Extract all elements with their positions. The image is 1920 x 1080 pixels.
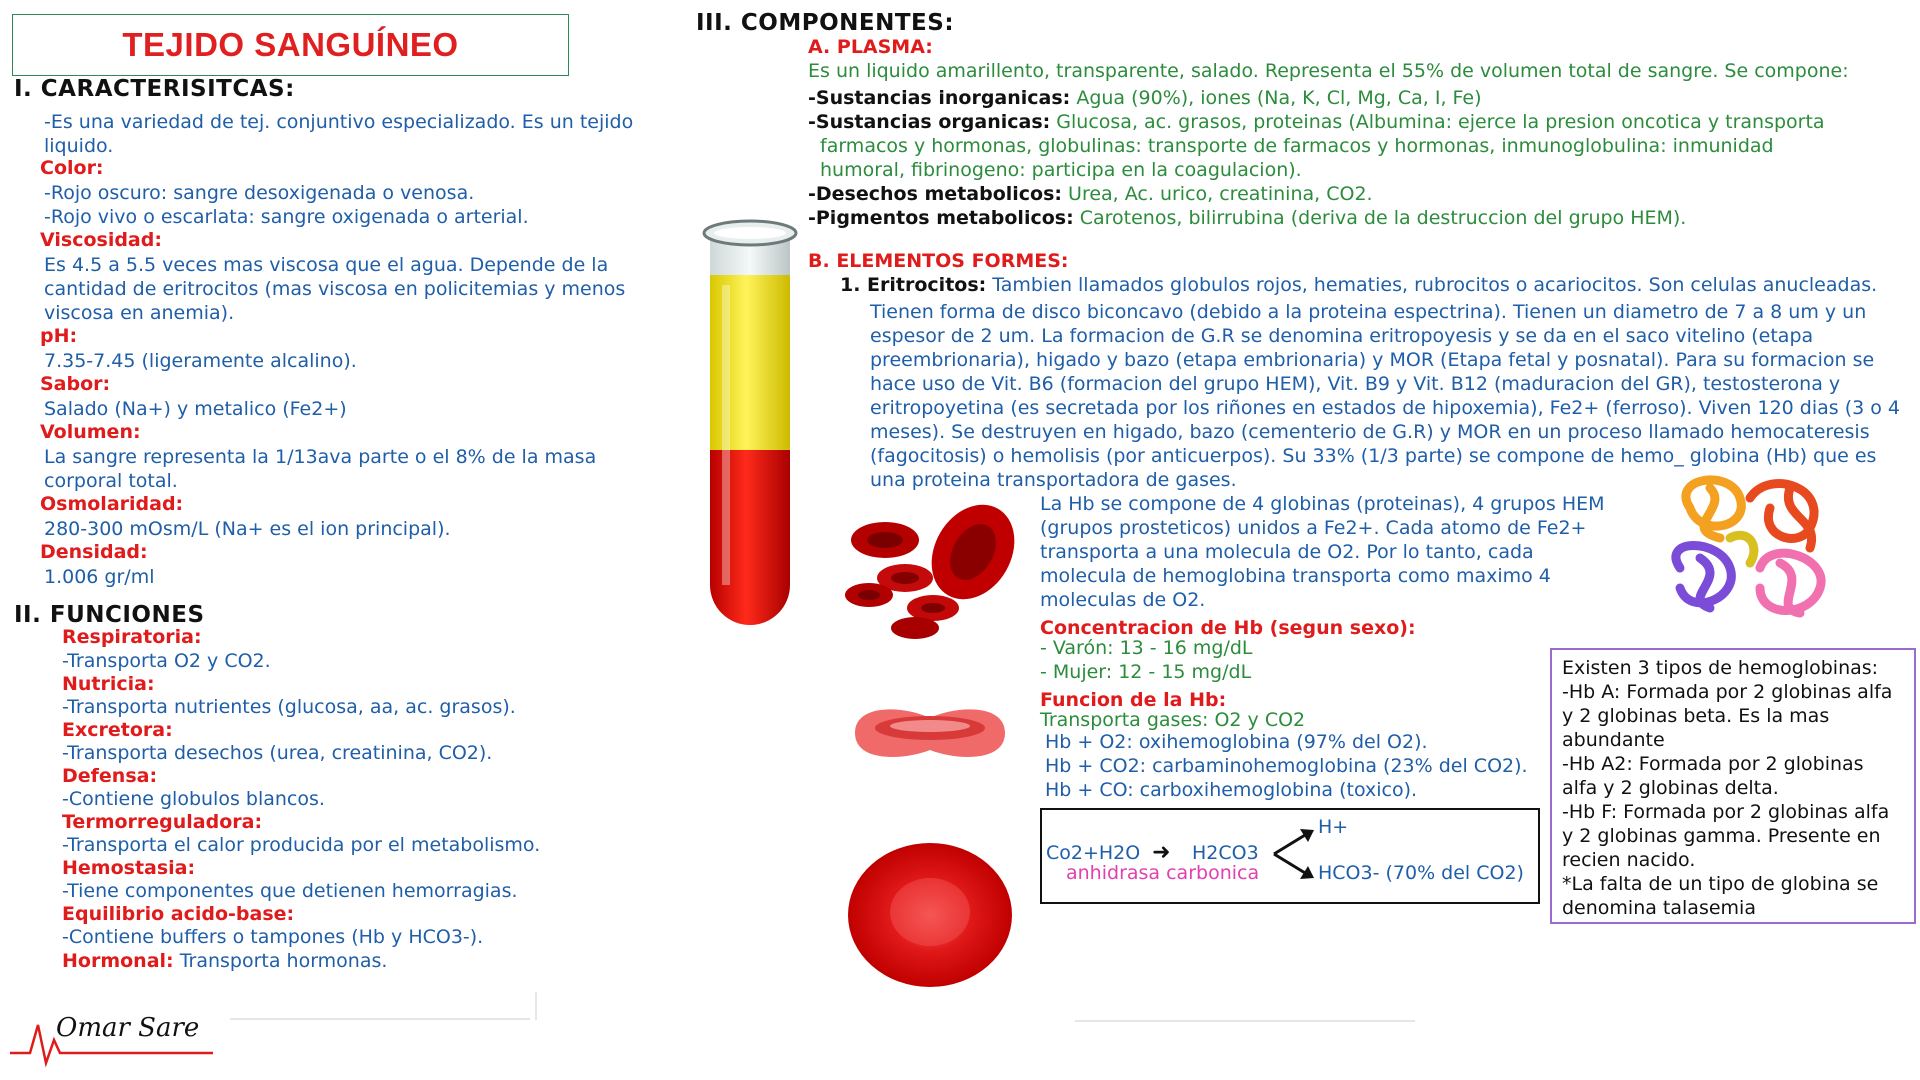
hb-type-item: -Hb F: Formada por 2 globinas alfa y 2 globinas gamma. Presente en recien nacido. <box>1562 801 1890 871</box>
equation-product: H2CO3 <box>1192 842 1259 864</box>
desechos-line <box>808 182 1373 206</box>
funcion-text: -Transporta O2 y CO2. <box>62 650 271 672</box>
color-line-2: -Rojo vivo o escarlata: sangre oxigenada o arterial. <box>44 206 529 228</box>
page-title: TEJIDO SANGUÍNEO <box>122 26 459 63</box>
funcion-label: Hemostasia: <box>62 857 196 879</box>
inorganicas-line <box>808 86 1482 110</box>
volumen-text: La sangre representa la 1/13ava parte o el 8% de la masa corporal total. <box>44 446 597 492</box>
viscosidad-label: Viscosidad: <box>40 229 162 251</box>
signature-text: Omar Sare <box>56 1013 200 1043</box>
equation-bicarbonate: HCO3- (70% del CO2) <box>1318 862 1524 884</box>
pigmentos-line <box>808 206 1686 230</box>
funcion-label: Termorreguladora: <box>62 811 263 833</box>
funciones-list <box>62 626 540 973</box>
hb-composition-text: La Hb se compone de 4 globinas (proteinas), 4 grupos HEM (grupos prosteticos) unidos a Fe2+. Cada atomo de Fe2+ transporta a una molecula de O2. Por lo tanto, cada molecula de hemoglobina transporta como maximo 4 moleculas de O2. <box>1040 493 1605 611</box>
color-line-1: -Rojo oscuro: sangre desoxigenada o venosa. <box>44 182 475 204</box>
eritrocitos-label: 1. Eritrocitos: <box>840 274 987 296</box>
arrow-right-icon: ➜ <box>1152 840 1171 865</box>
concentracion-varon: - Varón: 13 - 16 mg/dL <box>1040 637 1253 659</box>
organicas-text-1: Glucosa, ac. grasos, proteinas (Albumina: ejerce la presion oncotica y transporta <box>1056 111 1825 133</box>
sabor-text: Salado (Na+) y metalico (Fe2+) <box>44 398 347 420</box>
funcion-hb-1: Transporta gases: O2 y CO2 <box>1040 709 1306 731</box>
divider <box>1075 1020 1415 1022</box>
hb-types-note: *La falta de un tipo de globina se denomina talasemia <box>1562 873 1879 919</box>
section-funciones-heading: II. FUNCIONES <box>14 602 205 628</box>
desechos-label: -Desechos metabolicos: <box>808 183 1062 205</box>
funcion-hb-2: Hb + O2: oxihemoglobina (97% del O2). <box>1045 731 1428 753</box>
rbc-top-view-illustration <box>845 840 1015 990</box>
equation-reactants: Co2+H2O <box>1046 842 1141 864</box>
color-label: Color: <box>40 157 104 179</box>
test-tube-illustration <box>700 215 800 635</box>
hormonal-line <box>62 949 540 973</box>
plasma-label: A. PLASMA: <box>808 36 933 58</box>
plasma-intro: Es un liquido amarillento, transparente, salado. Representa el 55% de volumen total de sangre. Se compone: <box>808 60 1849 82</box>
hb-types-heading: Existen 3 tipos de hemoglobinas: <box>1562 657 1879 679</box>
funcion-label: Excretora: <box>62 719 173 741</box>
equation-proton: H+ <box>1318 816 1349 838</box>
volumen-label: Volumen: <box>40 421 141 443</box>
organicas-line <box>808 110 1825 134</box>
funcion-text: -Transporta nutrientes (glucosa, aa, ac. grasos). <box>62 696 516 718</box>
rbc-side-view-illustration <box>845 698 1015 768</box>
funcion-hb-label: Funcion de la Hb: <box>1040 689 1227 711</box>
funcion-hb-3: Hb + CO2: carbaminohemoglobina (23% del CO2). <box>1045 755 1528 777</box>
funcion-label: Equilibrio acido-base: <box>62 903 295 925</box>
organicas-text-3: humoral, fibrinogeno: participa en la coagulacion). <box>820 159 1302 181</box>
divider <box>535 992 537 1020</box>
sabor-label: Sabor: <box>40 373 111 395</box>
hemoglobin-types-box <box>1550 648 1916 924</box>
branch-arrows-icon <box>1270 826 1320 882</box>
title-box <box>12 14 569 76</box>
densidad-text: 1.006 gr/ml <box>44 566 155 588</box>
eritrocitos-line <box>840 273 1877 297</box>
inorganicas-label: -Sustancias inorganicas: <box>808 87 1071 109</box>
funcion-text: -Transporta el calor producida por el metabolismo. <box>62 834 541 856</box>
organicas-label: -Sustancias organicas: <box>808 111 1051 133</box>
equation-enzyme: anhidrasa carbonica <box>1066 862 1260 884</box>
osmolaridad-text: 280-300 mOsm/L (Na+ es el ion principal). <box>44 518 451 540</box>
funcion-label: Respiratoria: <box>62 626 202 648</box>
densidad-label: Densidad: <box>40 541 148 563</box>
hb-type-item: -Hb A: Formada por 2 globinas alfa y 2 globinas beta. Es la mas abundante <box>1562 681 1893 751</box>
osmolaridad-label: Osmolaridad: <box>40 493 184 515</box>
funcion-label: Nutricia: <box>62 673 155 695</box>
hormonal-label: Hormonal: <box>62 950 174 972</box>
hemoglobin-molecule-illustration <box>1660 468 1840 638</box>
funcion-hb-4: Hb + CO: carboxihemoglobina (toxico). <box>1045 779 1418 801</box>
funcion-text: -Contiene globulos blancos. <box>62 788 325 810</box>
pigmentos-label: -Pigmentos metabolicos: <box>808 207 1074 229</box>
caracteristicas-intro: -Es una variedad de tej. conjuntivo especializado. Es un tejido liquido. <box>44 111 634 157</box>
hormonal-text: Transporta hormonas. <box>179 950 388 972</box>
section-componentes-heading: III. COMPONENTES: <box>696 10 955 36</box>
organicas-text-2: farmacos y hormonas, globulinas: transporte de farmacos y hormonas, inmunoglobulina: inmunidad <box>820 135 1774 157</box>
concentracion-label: Concentracion de Hb (segun sexo): <box>1040 617 1416 639</box>
funcion-text: -Tiene componentes que detienen hemorragias. <box>62 880 518 902</box>
inorganicas-text: Agua (90%), iones (Na, K, Cl, Mg, Ca, I, Fe) <box>1076 87 1482 109</box>
hb-type-item: -Hb A2: Formada por 2 globinas alfa y 2 globinas delta. <box>1562 753 1864 799</box>
elementos-formes-label: B. ELEMENTOS FORMES: <box>808 250 1069 272</box>
ph-label: pH: <box>40 325 78 347</box>
funcion-text: -Transporta desechos (urea, creatinina, CO2). <box>62 742 493 764</box>
funcion-text: -Contiene buffers o tampones (Hb y HCO3-). <box>62 926 484 948</box>
desechos-text: Urea, Ac. urico, creatinina, CO2. <box>1068 183 1373 205</box>
section-caracteristicas-heading: I. CARACTERISITCAS: <box>14 76 295 102</box>
viscosidad-text: Es 4.5 a 5.5 veces mas viscosa que el agua. Depende de la cantidad de eritrocitos (mas viscosa en policitemias y menos viscosa en anemia). <box>44 254 626 324</box>
signature-logo <box>8 985 218 1075</box>
eritrocitos-first: Tambien llamados globulos rojos, hematies, rubrocitos o acariocitos. Son celulas anucleadas. <box>992 274 1878 296</box>
ph-text: 7.35-7.45 (ligeramente alcalino). <box>44 350 357 372</box>
carbonic-acid-equation-box <box>1040 808 1540 904</box>
pigmentos-text: Carotenos, bilirrubina (deriva de la destruccion del grupo HEM). <box>1079 207 1687 229</box>
eritrocitos-body: Tienen forma de disco biconcavo (debido a la proteina espectrina). Tienen un diametro de 7 a 8 um y un espesor de 2 um. La formacion de G.R se denomina eritropoyesis y se da en el saco vitelino (etapa preembrionaria), higado y bazo (etapa embrionaria) y MOR (Etapa fetal y posnatal). Para su formacion se hace uso de Vit. B6 (formacion del grupo HEM), Vit. B9 y Vit. B12 (maduracion del GR), testosterona y eritropoyetina (es secretada por los riñones en estados de hipoxemia), Fe2+ (ferroso). Viven 120 dias (3 o 4 meses). Se destruyen en higado, bazo (cementerio de G.R) y MOR en un proceso llamado hemocateresis (fagocitosis) o hemolisis (por anticuerpos). Su 33% (1/3 parte) se compone de hemo_ globina (Hb) que es una proteina transportadora de gases. <box>870 301 1900 491</box>
funcion-label: Defensa: <box>62 765 158 787</box>
rbc-cluster-illustration <box>845 500 1015 640</box>
concentracion-mujer: - Mujer: 12 - 15 mg/dL <box>1040 661 1252 683</box>
divider <box>230 1018 530 1020</box>
